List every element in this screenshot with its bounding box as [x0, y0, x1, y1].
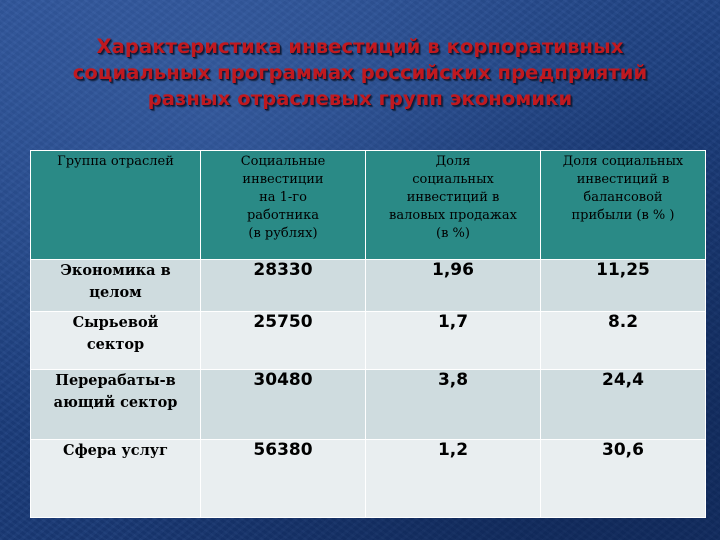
table-row — [31, 370, 706, 440]
header-line: Доля социальных — [562, 154, 684, 169]
value-share-gross-sales: 1,2 — [366, 440, 541, 518]
title-line-2: социальных программах российских предприятий — [72, 61, 648, 84]
header-line: инвестиций в — [406, 190, 500, 205]
table-row — [31, 440, 706, 518]
table-row — [31, 260, 706, 312]
investment-table — [30, 150, 706, 518]
row-name-cell — [31, 312, 201, 370]
slide-title — [0, 34, 720, 112]
row-name-cell — [31, 440, 201, 518]
header-line: (в %) — [436, 226, 470, 241]
row-name-line: Экономика в — [60, 262, 171, 279]
row-name-cell — [31, 260, 201, 312]
value-share-gross-sales: 1,7 — [366, 312, 541, 370]
row-name-line: Сфера услуг — [63, 442, 168, 459]
header-share-gross-sales — [366, 151, 541, 260]
header-line: Доля — [435, 154, 471, 169]
header-line: социальных — [412, 172, 494, 187]
header-industry-group — [31, 151, 201, 260]
value-share-balance-profit: 30,6 — [541, 440, 706, 518]
header-line: работника — [246, 208, 320, 223]
table-header-row — [31, 151, 706, 260]
value-investment-per-worker: 56380 — [201, 440, 366, 518]
header-line: (в рублях) — [248, 226, 318, 241]
header-line: Социальные — [240, 154, 326, 169]
value-investment-per-worker: 30480 — [201, 370, 366, 440]
row-name-line: целом — [89, 284, 142, 301]
header-line: на 1-го — [259, 190, 307, 205]
header-line: прибыли (в % ) — [571, 208, 675, 223]
header-line: инвестиций в — [576, 172, 670, 187]
value-share-gross-sales: 1,96 — [366, 260, 541, 312]
header-line: валовых продажах — [389, 208, 517, 223]
row-name-line: Перерабаты-в — [55, 372, 176, 389]
header-line: инвестиции — [242, 172, 324, 187]
value-share-gross-sales: 3,8 — [366, 370, 541, 440]
header-line: балансовой — [583, 190, 663, 205]
row-name-line: ающий сектор — [53, 394, 178, 411]
row-name-line: сектор — [86, 336, 145, 353]
value-investment-per-worker: 25750 — [201, 312, 366, 370]
header-line: Группа отраслей — [57, 154, 174, 169]
row-name-line: Сырьевой — [72, 314, 159, 331]
row-name-cell — [31, 370, 201, 440]
table-row — [31, 312, 706, 370]
title-line-3: разных отраслевых групп экономики — [147, 87, 573, 110]
value-share-balance-profit: 8.2 — [541, 312, 706, 370]
title-line-1: Характеристика инвестиций в корпоративных — [96, 35, 624, 58]
value-share-balance-profit: 24,4 — [541, 370, 706, 440]
value-share-balance-profit: 11,25 — [541, 260, 706, 312]
header-share-balance-profit — [541, 151, 706, 260]
value-investment-per-worker: 28330 — [201, 260, 366, 312]
header-investment-per-worker — [201, 151, 366, 260]
